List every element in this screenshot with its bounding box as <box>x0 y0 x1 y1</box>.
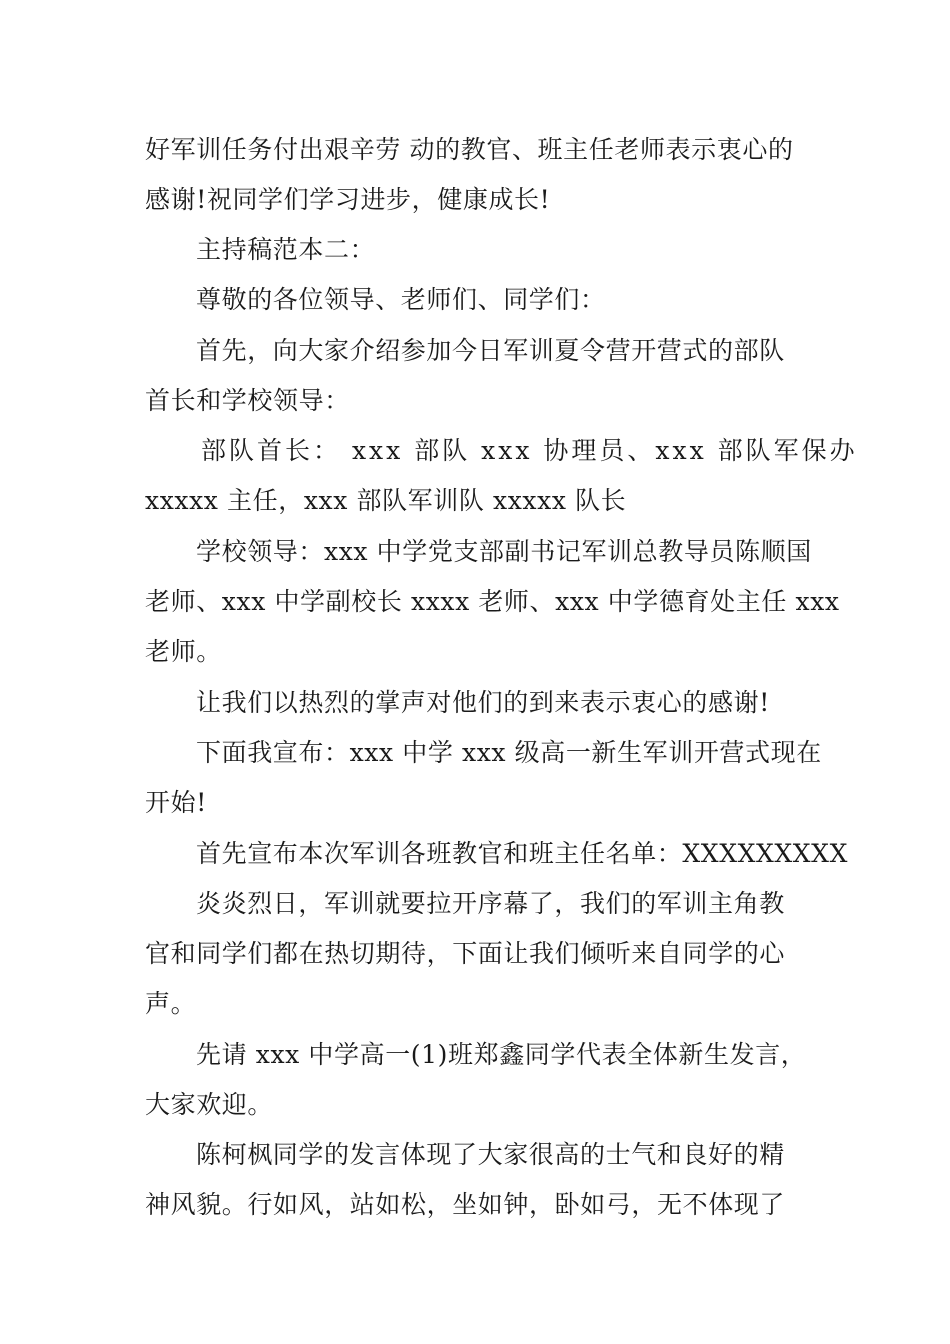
salutation: 尊敬的各位领导、老师们、同学们： <box>196 285 606 314</box>
text-line: 开始! <box>145 788 207 817</box>
text-line: 先请 xxx 中学高一(1)班郑鑫同学代表全体新生发言， <box>196 1040 807 1069</box>
text-line: 让我们以热烈的掌声对他们的到来表示衷心的感谢! <box>196 688 770 717</box>
section-heading: 主持稿范本二： <box>196 235 376 264</box>
text-line: 炎炎烈日，军训就要拉开序幕了，我们的军训主角教 <box>196 889 785 918</box>
text-line: 老师。 <box>145 637 222 666</box>
text-line: 下面我宣布：xxx 中学 xxx 级高一新生军训开营式现在 <box>196 738 822 767</box>
text-line: xxxxx 主任，xxx 部队军训队 xxxxx 队长 <box>145 486 627 515</box>
text-line: 感谢!祝同学们学习进步，健康成长! <box>145 185 551 214</box>
text-line: 学校领导：xxx 中学党支部副书记军训总教导员陈顺国 <box>196 537 812 566</box>
text-line: 官和同学们都在热切期待，下面让我们倾听来自同学的心 <box>145 939 786 968</box>
text-line: 神风貌。行如风，站如松，坐如钟，卧如弓，无不体现了 <box>145 1190 786 1219</box>
text-line: 老师、xxx 中学副校长 xxxx 老师、xxx 中学德育处主任 xxx <box>145 587 840 616</box>
text-line: 首先，向大家介绍参加今日军训夏令营开营式的部队 <box>196 336 785 365</box>
text-line: 好军训任务付出艰辛劳 动的教官、班主任老师表示衷心的 <box>145 135 794 164</box>
text-line: 大家欢迎。 <box>145 1090 274 1119</box>
text-line: 陈柯枫同学的发言体现了大家很高的士气和良好的精 <box>196 1140 785 1169</box>
text-line: 声。 <box>145 989 197 1018</box>
text-line: 部队首长： xxx 部队 xxx 协理员、xxx 部队军保办 <box>201 436 858 465</box>
text-line: 首长和学校领导： <box>145 386 350 415</box>
text-line: 首先宣布本次军训各班教官和班主任名单：XXXXXXXXX <box>196 839 848 868</box>
